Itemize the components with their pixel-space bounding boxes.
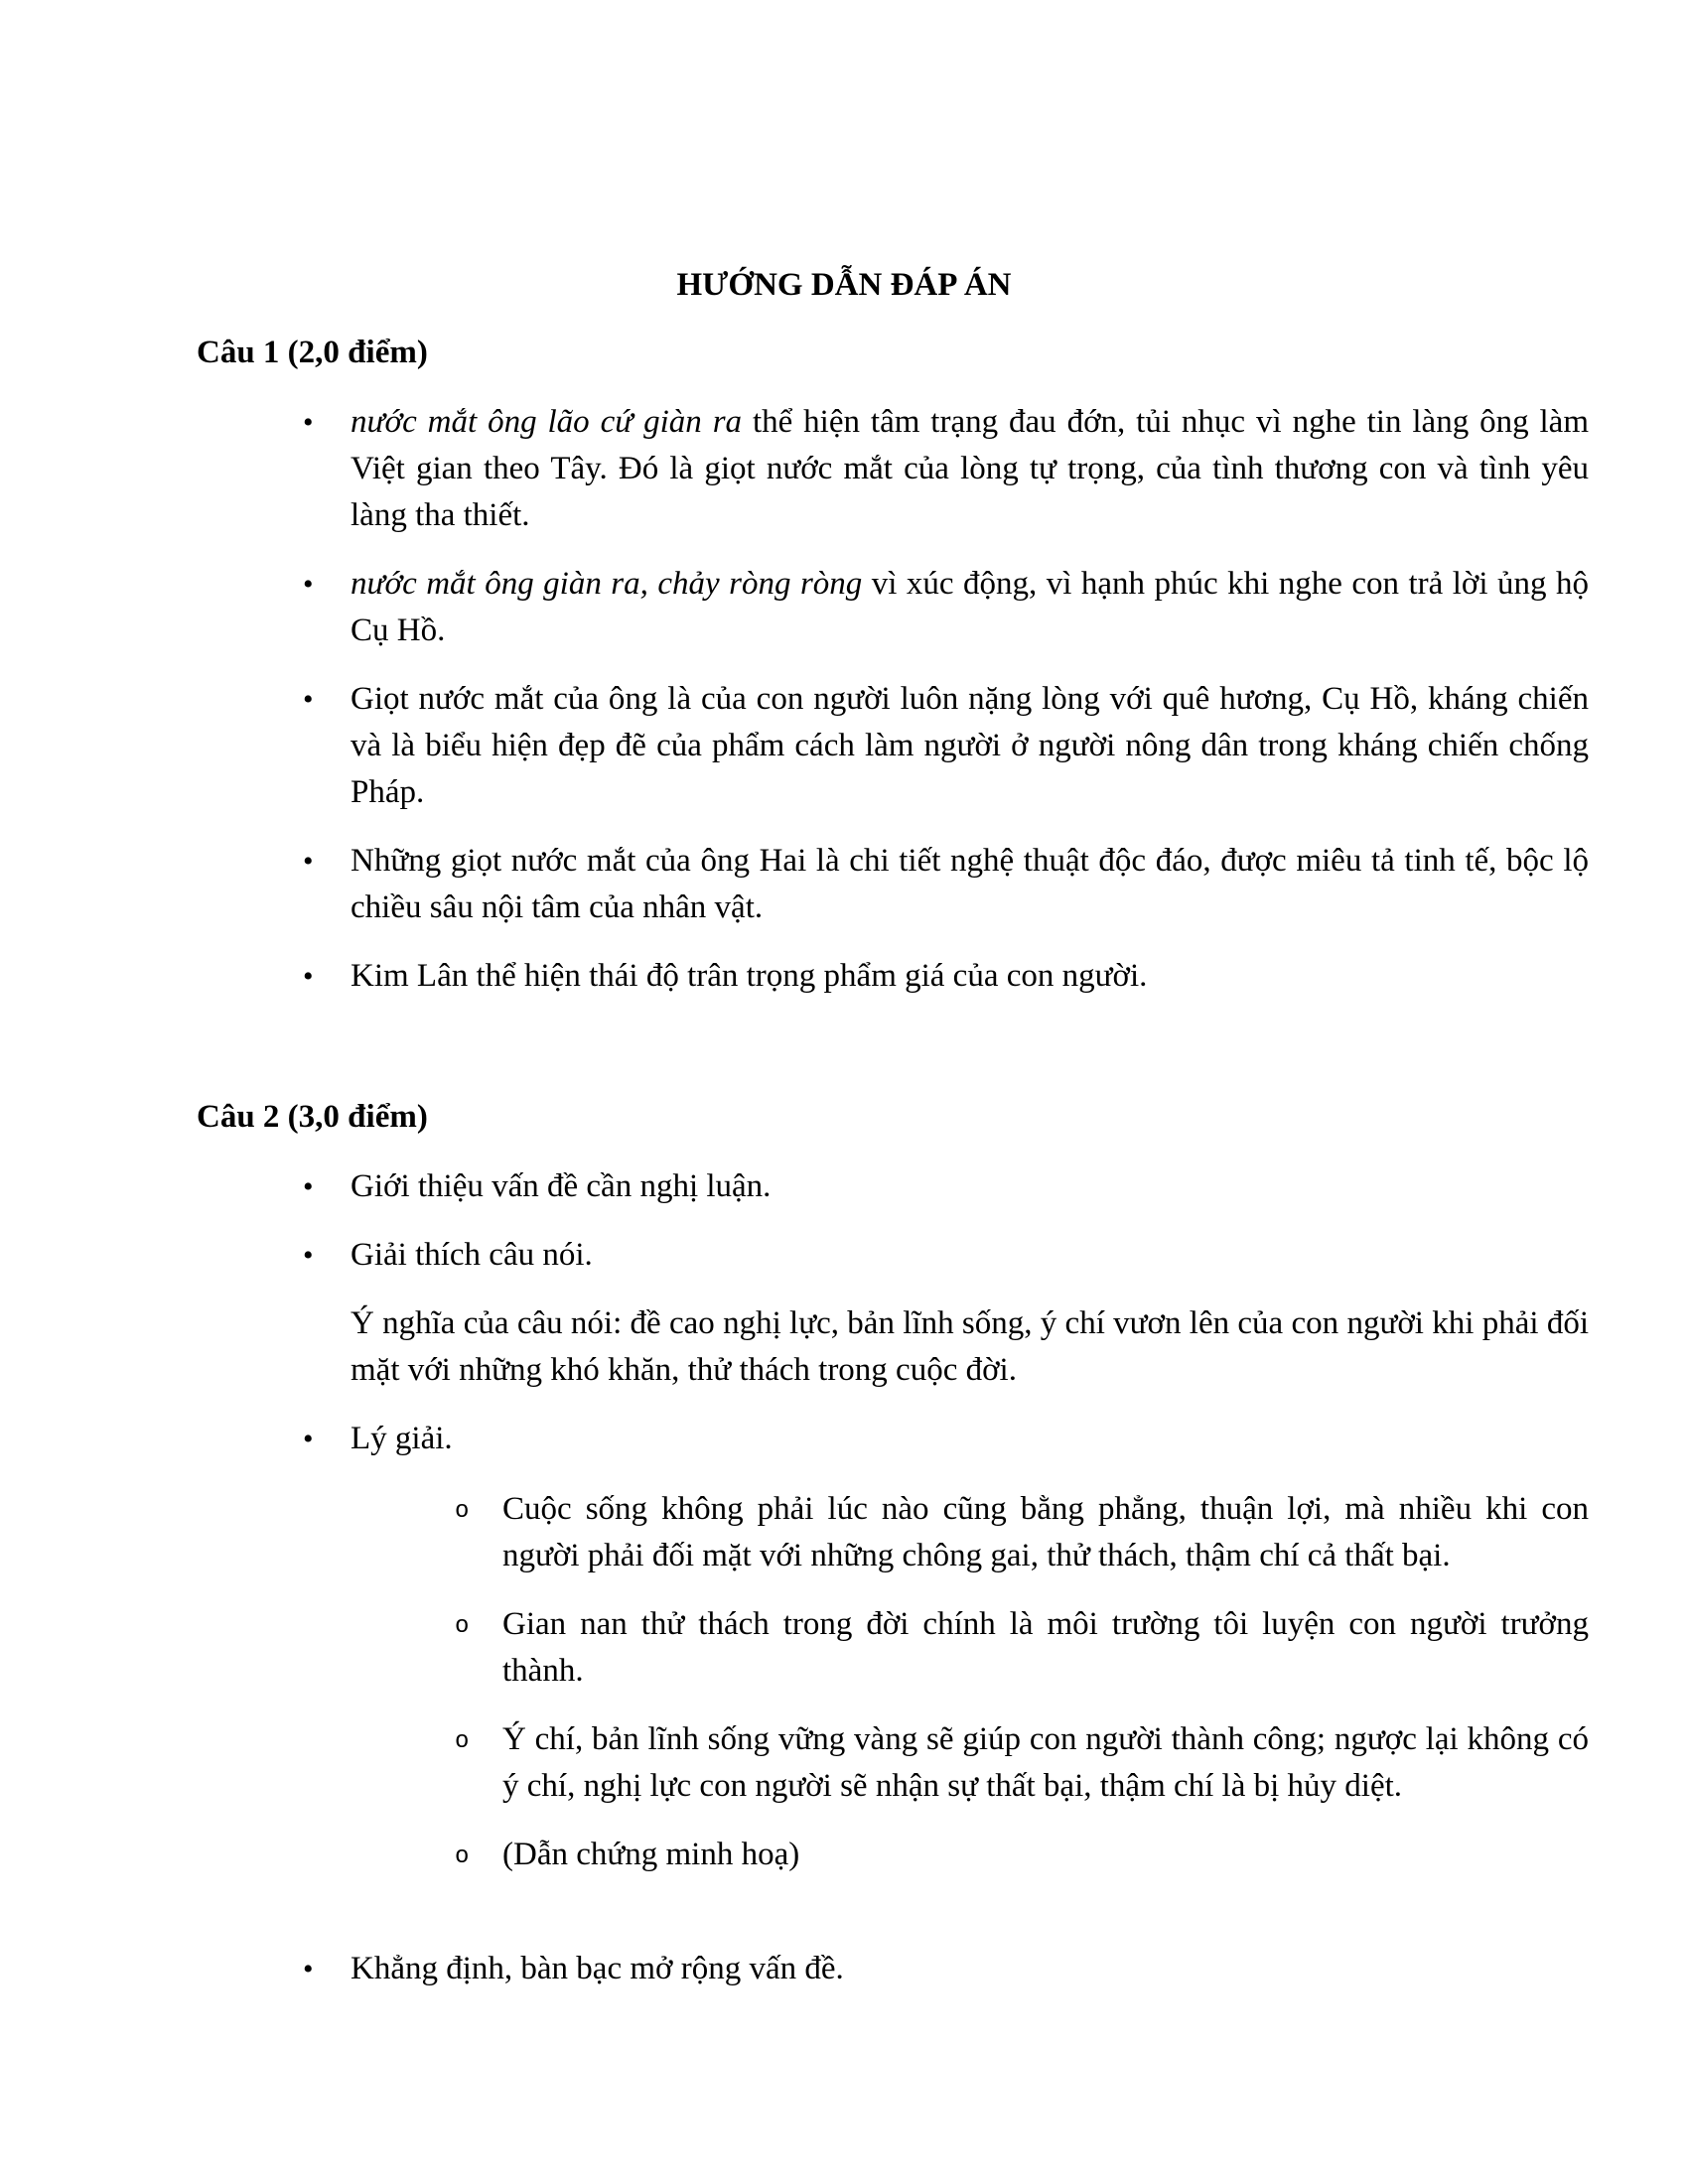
cau2-item-2: • Giải thích câu nói. — [351, 1232, 1589, 1279]
cau1-item-2-quote: nước mắt ông giàn ra, chảy ròng ròng — [351, 566, 863, 602]
cau2-sublist — [502, 1486, 1589, 1900]
cau2-item-3: • Lý giải. — [351, 1416, 1589, 1462]
page-title: HƯỚNG DẪN ĐÁP ÁN — [676, 267, 1012, 303]
cau2-item-4: • Khẳng định, bàn bạc mở rộng vấn đề. — [351, 1946, 1589, 1992]
cau1-item-2-text: vì xúc động, vì hạnh phúc khi nghe con trả lời ủng hộ Cụ Hồ. — [351, 566, 1589, 648]
cau1-heading: Câu 1 (2,0 điểm) — [197, 335, 428, 370]
cau1-item-4-text: Những giọt nước mắt của ông Hai là chi tiết nghệ thuật độc đáo, được miêu tả tinh tế, bộc lộ chiều sâu nội tâm của nhân vật. — [351, 843, 1589, 925]
cau1-list — [351, 399, 1589, 1022]
cau2-subitem-2: o Gian nan thử thách trong đời chính là môi trường tôi luyện con người trưởng thành. — [502, 1601, 1589, 1695]
cau1-item-5 — [351, 953, 1589, 1000]
cau2-subitem-4: o (Dẫn chứng minh hoạ) — [502, 1832, 1589, 1878]
cau2-subitem-3: o Ý chí, bản lĩnh sống vững vàng sẽ giúp con người thành công; ngược lại không có ý chí, nghị lực con người sẽ nhận sự thất bại, thậm chí là bị hủy diệt. — [502, 1716, 1589, 1810]
cau1-item-1-text: thể hiện tâm trạng đau đớn, tủi nhục vì nghe tin làng ông làm Việt gian theo Tây. Đó là giọt nước mắt của lòng tự trọng, của tình thương con và tình yêu làng tha thiết. — [351, 404, 1589, 533]
cau2-list — [351, 1163, 1589, 1484]
cau1-item-4 — [351, 838, 1589, 931]
cau2-list-end — [351, 1946, 1589, 2014]
cau2-note: Ý nghĩa của câu nói: đề cao nghị lực, bản lĩnh sống, ý chí vươn lên của con người khi phải đối mặt với những khó khăn, thử thách trong cuộc đời. — [351, 1305, 1589, 1388]
cau2-item-1: • Giới thiệu vấn đề cần nghị luận. — [351, 1163, 1589, 1210]
cau1-item-1-quote: nước mắt ông lão cứ giàn ra — [351, 404, 743, 440]
cau1-item-2 — [351, 561, 1589, 654]
cau1-item-1 — [351, 399, 1589, 539]
cau2-heading: Câu 2 (3,0 điểm) — [197, 1099, 428, 1135]
cau2-subitem-1: o Cuộc sống không phải lúc nào cũng bằng phẳng, thuận lợi, mà nhiều khi con người phải đối mặt với những chông gai, thử thách, thậm chí cả thất bại. — [502, 1486, 1589, 1579]
cau1-item-3 — [351, 676, 1589, 816]
cau1-item-5-text: Kim Lân thể hiện thái độ trân trọng phẩm giá của con người. — [351, 958, 1148, 994]
cau1-item-3-text: Giọt nước mắt của ông là của con người luôn nặng lòng với quê hương, Cụ Hồ, kháng chiến và là biểu hiện đẹp đẽ của phẩm cách làm người ở người nông dân trong kháng chiến chống Pháp. — [351, 681, 1589, 810]
